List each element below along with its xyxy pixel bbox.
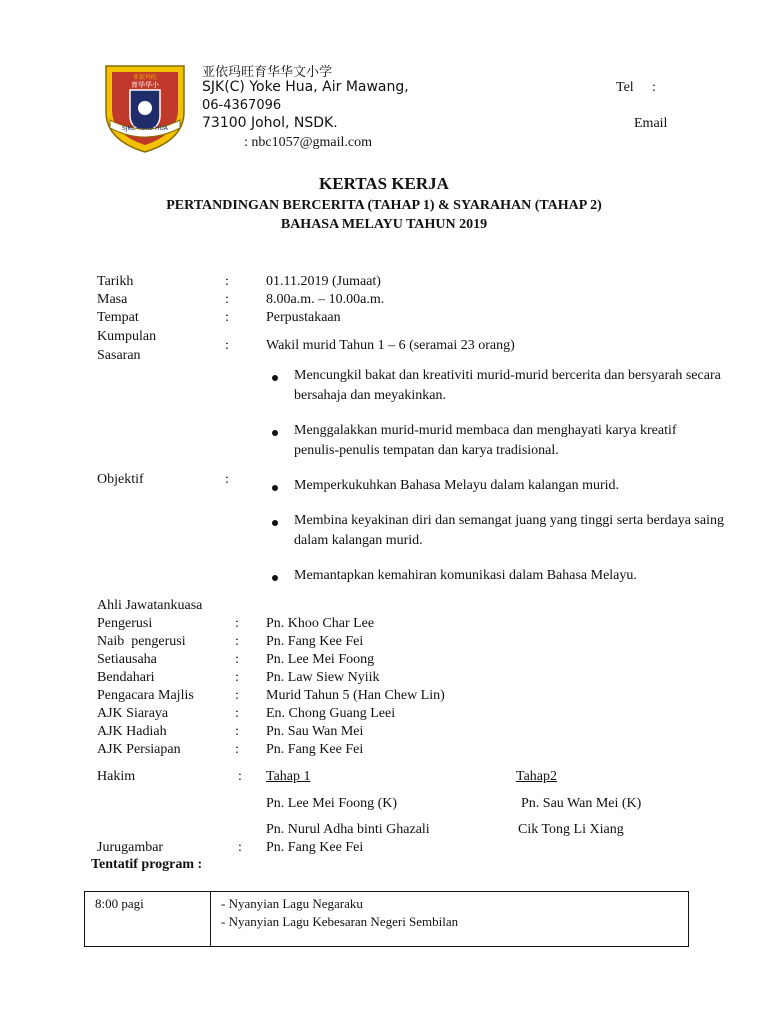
- tentatif-heading: Tentatif program :: [91, 857, 203, 872]
- tahap1-judge: Pn. Lee Mei Foong (K): [266, 796, 398, 811]
- committee-role: Bendahari: [97, 670, 155, 685]
- masa-colon: :: [225, 292, 229, 307]
- committee-colon: :: [235, 688, 239, 703]
- committee-name: En. Chong Guang Leei: [266, 706, 396, 721]
- jurugambar-name: Pn. Fang Kee Fei: [266, 840, 364, 855]
- committee-name: Pn. Law Siew Nyiik: [266, 670, 380, 685]
- tahap2-judge: Cik Tong Li Xiang: [518, 822, 624, 837]
- phone-number: 06-4367096: [202, 98, 282, 113]
- objektif-item: Memperkukuhkan Bahasa Melayu dalam kalangan murid.: [294, 478, 620, 493]
- masa-value: 8.00a.m. – 10.00a.m.: [266, 292, 385, 307]
- logo-text-mid: 育华华小: [131, 81, 159, 89]
- tel-colon: :: [652, 80, 656, 95]
- tentatif-table: [84, 891, 689, 947]
- email-label: Email: [634, 116, 668, 131]
- tentatif-item: - Nyanyian Lagu Kebesaran Negeri Sembilan: [221, 914, 459, 929]
- logo-text-top: 亚依玛旺: [132, 74, 157, 81]
- committee-role: Pengerusi: [97, 616, 153, 631]
- committee-colon: :: [235, 724, 239, 739]
- kumpulan-colon: :: [225, 338, 229, 353]
- committee-colon: :: [235, 742, 239, 757]
- school-chinese-name: 亚依玛旺育华华文小学: [202, 65, 333, 80]
- logo-text-banner: SJKC YOKE HUA: [122, 125, 168, 132]
- objektif-item: Mencungkil bakat dan kreativiti murid-murid bercerita dan bersyarah secara bersahaja dan meyakinkan.: [294, 368, 721, 403]
- hakim-colon: :: [238, 769, 242, 784]
- committee-role: AJK Hadiah: [97, 724, 167, 739]
- committee-name: Pn. Lee Mei Foong: [266, 652, 375, 667]
- tentatif-time: 8:00 pagi: [85, 892, 211, 947]
- bullet-icon: [272, 430, 278, 436]
- committee-name: Pn. Sau Wan Mei: [266, 724, 364, 739]
- jurugambar-label: Jurugambar: [97, 840, 164, 855]
- tahap2-judge: Pn. Sau Wan Mei (K): [521, 796, 642, 811]
- sasaran-label: Sasaran: [97, 348, 141, 363]
- committee-role: Setiausaha: [97, 652, 157, 667]
- kumpulan-label: Kumpulan: [97, 329, 157, 344]
- school-logo: [100, 60, 190, 155]
- tahap2-heading: Tahap2: [516, 769, 558, 784]
- committee-name: Murid Tahun 5 (Han Chew Lin): [266, 688, 445, 703]
- tentatif-item: - Nyanyian Lagu Negaraku: [221, 896, 363, 911]
- objektif-item: Menggalakkan murid-murid membaca dan menghayati karya kreatif penulis-penulis tempatan dan karya tradisional.: [294, 423, 677, 458]
- committee-colon: :: [235, 652, 239, 667]
- committee-name: Pn. Fang Kee Fei: [266, 742, 364, 757]
- tarikh-value: 01.11.2019 (Jumaat): [266, 274, 381, 289]
- masa-label: Masa: [97, 292, 128, 307]
- tahap1-judge: Pn. Nurul Adha binti Ghazali: [266, 822, 430, 837]
- tentatif-items: [211, 892, 689, 947]
- tarikh-label: Tarikh: [97, 274, 134, 289]
- page-subtitle-2: BAHASA MELAYU TAHUN 2019: [280, 217, 488, 232]
- committee-role: Naib pengerusi: [97, 634, 186, 649]
- committee-colon: :: [235, 616, 239, 631]
- tempat-value: Perpustakaan: [266, 310, 341, 325]
- committee-colon: :: [235, 670, 239, 685]
- tel-label: Tel: [616, 80, 634, 95]
- kumpulan-value: Wakil murid Tahun 1 – 6 (seramai 23 orang): [266, 338, 515, 353]
- tahap1-heading: Tahap 1: [266, 769, 311, 784]
- school-name: SJK(C) Yoke Hua, Air Mawang,: [202, 79, 409, 95]
- objektif-item: Memantapkan kemahiran komunikasi dalam Bahasa Melayu.: [294, 568, 637, 583]
- table-row: [85, 892, 689, 947]
- committee-name: Pn. Fang Kee Fei: [266, 634, 364, 649]
- committee-role: AJK Persiapan: [97, 742, 181, 757]
- page-title: KERTAS KERJA: [319, 174, 449, 193]
- hakim-label: Hakim: [97, 769, 136, 784]
- tempat-label: Tempat: [97, 310, 139, 325]
- objektif-label: Objektif: [97, 472, 144, 487]
- objektif-colon: :: [225, 472, 229, 487]
- committee-colon: :: [235, 706, 239, 721]
- bullet-icon: [272, 575, 278, 581]
- committee-heading: Ahli Jawatankuasa: [97, 598, 203, 613]
- email-value: : nbc1057@gmail.com: [244, 135, 372, 150]
- objektif-item: Membina keyakinan diri dan semangat juang yang tinggi serta berdaya saing dalam kalangan murid.: [294, 513, 724, 548]
- bullet-icon: [272, 485, 278, 491]
- jurugambar-colon: :: [238, 840, 242, 855]
- tempat-colon: :: [225, 310, 229, 325]
- committee-colon: :: [235, 634, 239, 649]
- committee-role: AJK Siaraya: [97, 706, 169, 721]
- committee-name: Pn. Khoo Char Lee: [266, 616, 375, 631]
- committee-role: Pengacara Majlis: [97, 688, 194, 703]
- tarikh-colon: :: [225, 274, 229, 289]
- bullet-icon: [272, 520, 278, 526]
- school-address: 73100 Johol, NSDK.: [202, 115, 338, 131]
- page-subtitle-1: PERTANDINGAN BERCERITA (TAHAP 1) & SYARAHAN (TAHAP 2): [166, 198, 602, 213]
- bullet-icon: [272, 375, 278, 381]
